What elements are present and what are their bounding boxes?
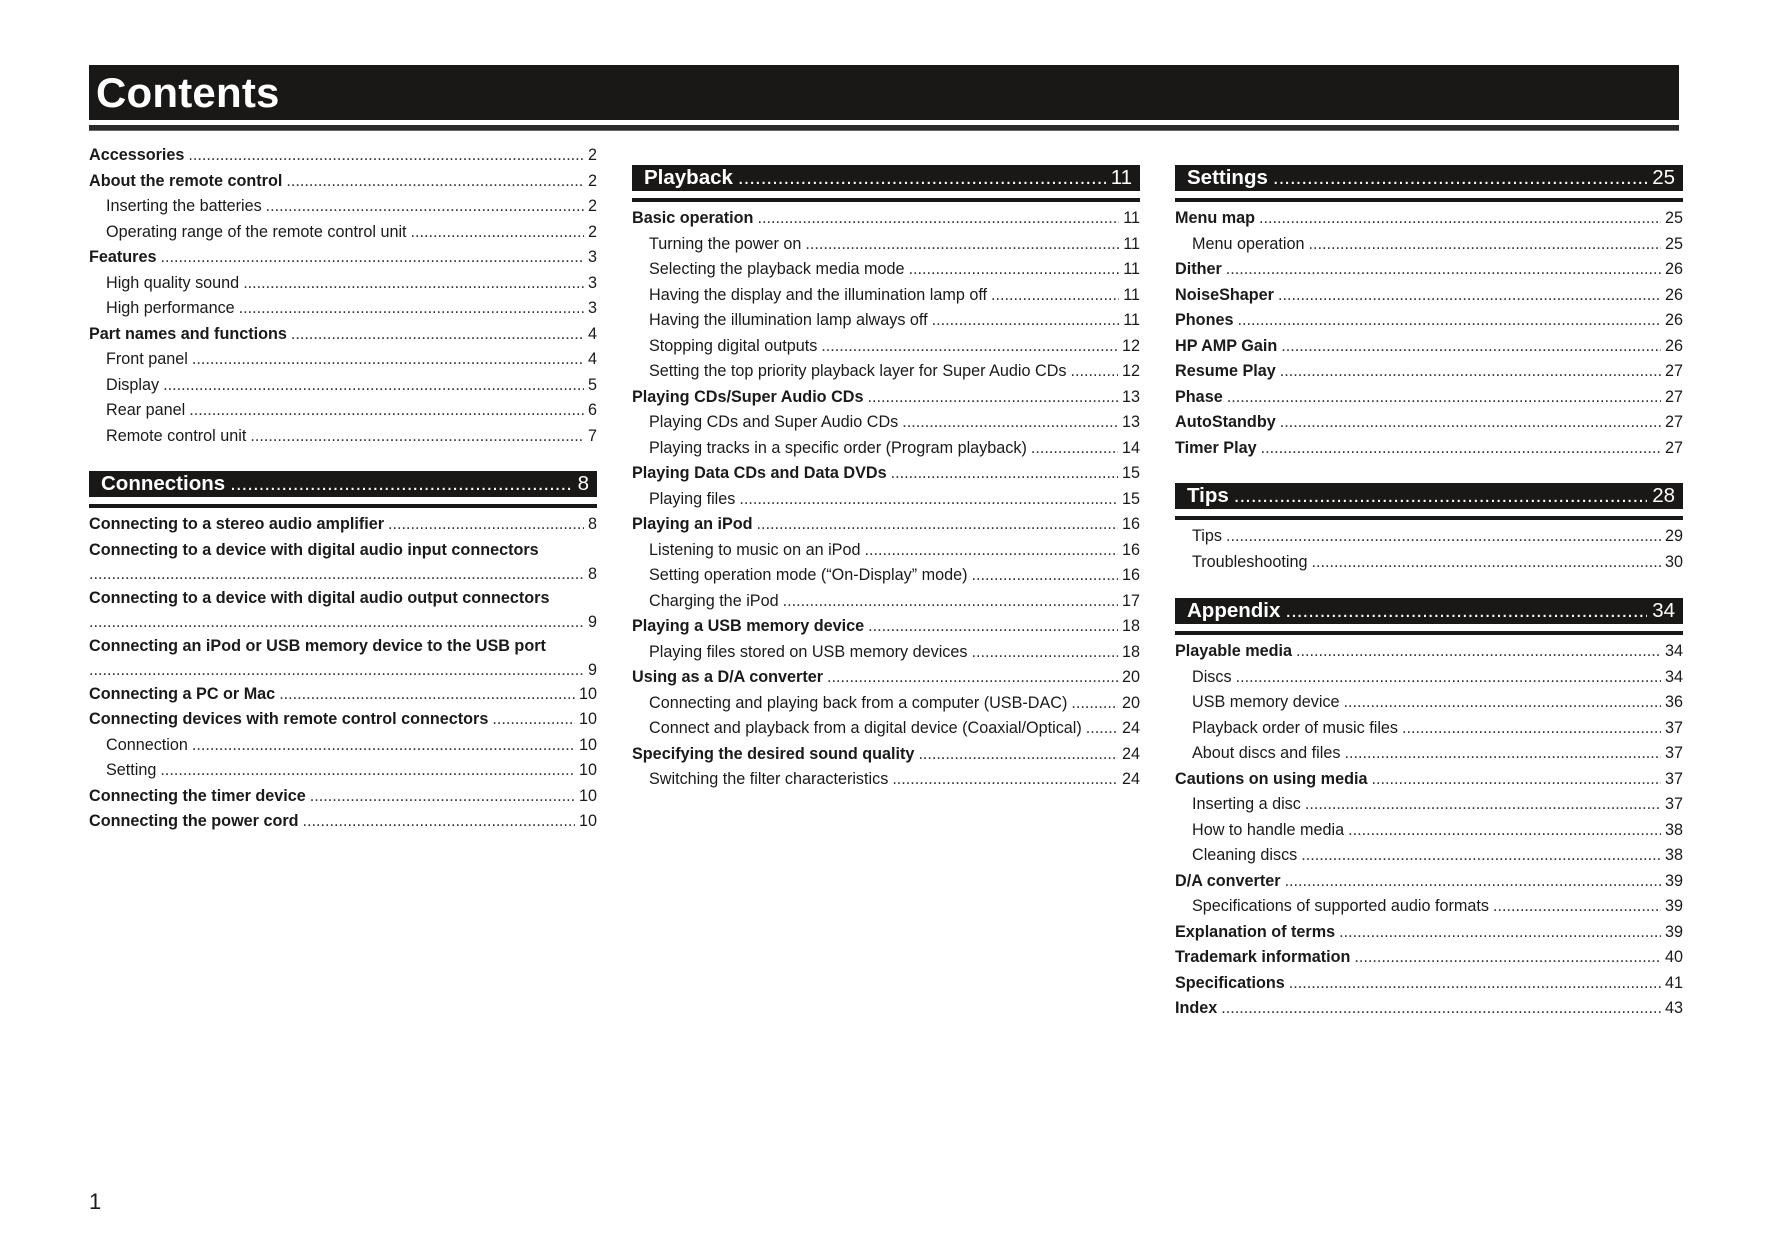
toc-entry-title: Discs [1192, 667, 1232, 686]
toc-entry-page: 30 [1664, 552, 1683, 571]
toc-entry-page: 38 [1664, 846, 1683, 864]
section-title: Connections [101, 472, 226, 495]
toc-entry-page: 11 [1123, 311, 1140, 329]
toc-entry-title: Connecting the power cord [89, 812, 299, 830]
toc-entry-title: Index [1175, 999, 1218, 1017]
toc-entry[interactable] [1175, 550, 1683, 576]
toc-entry-title: Part names and functions [89, 324, 287, 343]
toc-entry-title: HP AMP Gain [1175, 336, 1278, 355]
toc-entry[interactable] [632, 691, 1140, 717]
toc-entry[interactable] [632, 589, 1140, 615]
toc-entry-page: 8 [587, 564, 597, 583]
toc-entry-page: 3 [587, 248, 597, 266]
toc-entry-page: 41 [1664, 973, 1683, 992]
toc-entry-title: Connecting to a device with digital audio output connectors [89, 588, 550, 607]
section-page: 34 [1652, 599, 1675, 622]
toc-entry-title: Specifications of supported audio formats [1192, 897, 1489, 915]
toc-entry[interactable] [632, 512, 1140, 538]
toc-entry-title: Inserting a disc [1192, 795, 1301, 813]
toc-entry-page: 24 [1121, 719, 1140, 737]
toc-entry-title: Connect and playback from a digital device (Coaxial/Optical) [649, 719, 1082, 737]
toc-entry[interactable] [1175, 206, 1683, 232]
toc-entry[interactable] [89, 169, 597, 195]
toc-entry[interactable] [89, 143, 597, 169]
toc-entry[interactable] [89, 733, 597, 759]
toc-entry-page: 4 [587, 324, 597, 343]
toc-column-middle [632, 165, 1140, 793]
toc-entry-page: 9 [587, 612, 597, 631]
toc-entry-page: 37 [1664, 769, 1683, 788]
toc-entry-page: 13 [1121, 413, 1140, 431]
toc-entry-title: Phones [1175, 311, 1234, 329]
toc-entry-title: Troubleshooting [1192, 552, 1308, 571]
toc-entry-title: Playing CDs and Super Audio CDs [649, 413, 899, 431]
toc-entry[interactable] [1175, 524, 1683, 550]
toc-entry[interactable] [632, 742, 1140, 768]
toc-entry-page: 16 [1121, 566, 1140, 584]
section-page: 11 [1110, 166, 1132, 189]
toc-entry[interactable] [1175, 716, 1683, 742]
section-header-appendix[interactable] [1175, 598, 1683, 624]
section-divider [1175, 631, 1683, 635]
toc-entry-page: 15 [1121, 464, 1140, 482]
toc-entry[interactable] [1175, 359, 1683, 385]
toc-entry-page: 10 [578, 786, 597, 805]
toc-entry-title: Connecting and playing back from a computer (USB-DAC) [649, 693, 1068, 712]
toc-entry-page: 5 [587, 375, 597, 394]
toc-entry-title: Accessories [89, 146, 185, 164]
toc-entry[interactable] [1175, 767, 1683, 793]
toc-entry-page: 24 [1121, 770, 1140, 788]
toc-entry-title: Charging the iPod [649, 591, 779, 610]
toc-entry-page: 8 [587, 515, 597, 533]
toc-entry-title: Connecting devices with remote control connectors [89, 710, 489, 728]
toc-entry[interactable] [89, 809, 597, 835]
toc-entry[interactable] [1175, 385, 1683, 411]
toc-entry-page: 7 [587, 426, 597, 445]
toc-entry[interactable] [632, 563, 1140, 589]
toc-entry-title: Playing an iPod [632, 515, 753, 533]
toc-entry-page: 27 [1664, 438, 1683, 457]
toc-entry-page: 25 [1664, 209, 1683, 227]
toc-entry[interactable] [1175, 996, 1683, 1022]
toc-entry-title: Remote control unit [106, 426, 247, 445]
toc-entry-title: Having the display and the illumination lamp off [649, 285, 988, 304]
toc-entry[interactable] [632, 487, 1140, 513]
toc-entry[interactable] [89, 322, 597, 348]
toc-entry[interactable] [89, 424, 597, 450]
toc-entry-page: 15 [1121, 489, 1140, 508]
toc-entry-page: 26 [1664, 260, 1683, 278]
toc-entry-title: Playing a USB memory device [632, 617, 865, 635]
contents-title-bar [89, 65, 1679, 120]
section-divider [89, 504, 597, 508]
toc-entry[interactable] [89, 245, 597, 271]
toc-entry-page: 10 [578, 761, 597, 779]
toc-entry[interactable] [632, 461, 1140, 487]
section-title: Appendix [1187, 599, 1281, 622]
toc-entry[interactable] [632, 410, 1140, 436]
toc-entry-page: 27 [1664, 362, 1683, 380]
toc-entry[interactable] [89, 194, 597, 220]
intro-list [89, 143, 597, 449]
toc-entry-page: 10 [578, 684, 597, 703]
toc-entry-page: 20 [1121, 693, 1140, 712]
toc-entry-title: Specifying the desired sound quality [632, 744, 915, 763]
toc-entry-title: Menu map [1175, 209, 1256, 227]
toc-entry-page: 26 [1664, 311, 1683, 329]
section-divider [632, 198, 1140, 202]
toc-entry-page: 13 [1121, 387, 1140, 406]
toc-entry-title: USB memory device [1192, 693, 1340, 711]
toc-entry[interactable] [89, 707, 597, 733]
toc-entry[interactable] [89, 220, 597, 246]
toc-entry-page: 29 [1664, 527, 1683, 545]
toc-entry-title: Listening to music on an iPod [649, 540, 861, 559]
toc-entry-page: 43 [1664, 999, 1683, 1017]
toc-entry-title: Dither [1175, 260, 1222, 278]
toc-entry-title: Setting operation mode (“On-Display” mode) [649, 566, 968, 584]
section-divider [1175, 516, 1683, 520]
page-number: 1 [89, 1189, 102, 1214]
toc-entry[interactable] [89, 398, 597, 424]
toc-entry-title: Having the illumination lamp always off [649, 311, 928, 329]
toc-entry-page: 26 [1664, 285, 1683, 304]
toc-entry-title: Specifications [1175, 973, 1285, 992]
toc-entry-page: 20 [1121, 668, 1140, 686]
toc-entry-page: 18 [1121, 642, 1140, 661]
toc-entry-title: Basic operation [632, 209, 754, 227]
toc-entry-title: Trademark information [1175, 948, 1351, 966]
toc-entry[interactable] [1175, 334, 1683, 360]
toc-entry[interactable] [1175, 843, 1683, 869]
toc-entry[interactable] [89, 347, 597, 373]
toc-entry[interactable] [1175, 818, 1683, 844]
toc-entry-title: Switching the filter characteristics [649, 770, 889, 788]
toc-entry-page: 34 [1664, 642, 1683, 660]
toc-entry-title: Connecting to a device with digital audio input connectors [89, 540, 539, 559]
section-header-connections[interactable] [89, 471, 597, 497]
toc-entry-page: 10 [578, 710, 597, 728]
section-header-playback[interactable] [632, 165, 1140, 191]
toc-entry[interactable] [1175, 436, 1683, 462]
toc-entry-page: 37 [1664, 718, 1683, 737]
toc-column-left [89, 143, 597, 835]
section-page: 8 [577, 472, 589, 495]
toc-entry-page: 3 [587, 273, 597, 292]
toc-entry-page: 40 [1664, 948, 1683, 966]
toc-entry-title: Playing files stored on USB memory devices [649, 642, 968, 661]
toc-entry-title: Setting the top priority playback layer for Super Audio CDs [649, 362, 1067, 380]
toc-entry-title: Stopping digital outputs [649, 336, 818, 355]
toc-entry[interactable] [1175, 639, 1683, 665]
toc-entry-title: Selecting the playback media mode [649, 260, 905, 278]
toc-entry-title: Features [89, 248, 157, 266]
toc-entry[interactable] [89, 758, 597, 784]
toc-entry[interactable] [89, 271, 597, 297]
toc-entry-title: NoiseShaper [1175, 285, 1274, 304]
toc-entry[interactable] [1175, 283, 1683, 309]
toc-entry[interactable] [89, 784, 597, 810]
toc-entry[interactable] [632, 257, 1140, 283]
toc-entry-title: About discs and files [1192, 744, 1341, 762]
toc-entry[interactable] [632, 334, 1140, 360]
connections-list [89, 512, 597, 835]
toc-entry[interactable] [89, 682, 597, 708]
toc-entry[interactable] [1175, 920, 1683, 946]
toc-entry-page: 39 [1664, 871, 1683, 890]
toc-entry-title: Playing files [649, 489, 736, 508]
toc-entry-page: 37 [1664, 744, 1683, 762]
toc-entry[interactable] [1175, 410, 1683, 436]
toc-entry-title: About the remote control [89, 171, 283, 190]
section-title: Tips [1187, 484, 1229, 507]
toc-entry-title: How to handle media [1192, 820, 1345, 839]
toc-entry-title: Front panel [106, 350, 188, 368]
toc-entry[interactable] [1175, 945, 1683, 971]
toc-entry-title: Tips [1192, 527, 1222, 545]
toc-entry-title: Turning the power on [649, 234, 802, 253]
section-divider [1175, 198, 1683, 202]
section-page: 25 [1652, 166, 1675, 189]
toc-entry[interactable] [89, 634, 597, 682]
toc-entry[interactable] [632, 767, 1140, 793]
toc-entry-page: 11 [1123, 209, 1140, 227]
toc-entry-title: Playing tracks in a specific order (Program playback) [649, 438, 1027, 457]
toc-entry-title: Phase [1175, 387, 1223, 406]
toc-entry-page: 4 [587, 350, 597, 368]
toc-entry-page: 2 [587, 171, 597, 190]
toc-entry-title: Connecting the timer device [89, 786, 306, 805]
toc-entry[interactable] [1175, 665, 1683, 691]
toc-entry-page: 24 [1121, 744, 1140, 763]
toc-entry-title: Playing Data CDs and Data DVDs [632, 464, 887, 482]
toc-entry-page: 37 [1664, 795, 1683, 813]
toc-entry-page: 16 [1121, 515, 1140, 533]
toc-entry-title: Connection [106, 735, 188, 754]
toc-entry-page: 39 [1664, 897, 1683, 915]
toc-entry-title: Cautions on using media [1175, 769, 1368, 788]
toc-entry-title: Cleaning discs [1192, 846, 1298, 864]
toc-entry-title: Setting [106, 761, 157, 779]
page-title: Contents [96, 69, 280, 116]
section-title: Settings [1187, 166, 1268, 189]
toc-entry-title: Connecting an iPod or USB memory device to the USB port [89, 636, 546, 655]
toc-entry-page: 10 [578, 735, 597, 754]
toc-entry[interactable] [1175, 232, 1683, 258]
toc-entry[interactable] [632, 436, 1140, 462]
toc-entry[interactable] [632, 206, 1140, 232]
section-page: 28 [1652, 484, 1675, 507]
tips-list [1175, 524, 1683, 575]
toc-entry-title: Display [106, 375, 160, 394]
toc-entry-page: 2 [587, 146, 597, 164]
toc-entry-title: Connecting a PC or Mac [89, 684, 276, 703]
toc-entry-page: 2 [587, 222, 597, 241]
section-title: Playback [644, 166, 733, 189]
playback-list [632, 206, 1140, 793]
title-divider [89, 125, 1679, 131]
toc-entry[interactable] [632, 614, 1140, 640]
toc-entry[interactable] [89, 512, 597, 538]
toc-entry-title: Using as a D/A converter [632, 668, 824, 686]
toc-entry[interactable] [632, 232, 1140, 258]
toc-entry-page: 25 [1664, 234, 1683, 253]
toc-entry[interactable] [89, 373, 597, 399]
toc-entry[interactable] [1175, 308, 1683, 334]
toc-entry[interactable] [1175, 741, 1683, 767]
toc-entry-page: 18 [1121, 617, 1140, 635]
toc-entry[interactable] [1175, 257, 1683, 283]
toc-entry[interactable] [632, 308, 1140, 334]
toc-entry-title: Rear panel [106, 401, 186, 419]
toc-entry[interactable] [89, 296, 597, 322]
toc-entry-page: 26 [1664, 336, 1683, 355]
toc-entry-title: Operating range of the remote control unit [106, 222, 407, 241]
toc-entry-title: Resume Play [1175, 362, 1276, 380]
toc-entry-title: AutoStandby [1175, 413, 1276, 431]
toc-entry[interactable] [632, 640, 1140, 666]
toc-column-right [1175, 165, 1683, 1022]
toc-entry[interactable] [632, 716, 1140, 742]
toc-entry-page: 27 [1664, 413, 1683, 431]
toc-entry-title: Connecting to a stereo audio amplifier [89, 515, 385, 533]
toc-entry-title: Timer Play [1175, 438, 1257, 457]
toc-entry-page: 17 [1121, 591, 1140, 610]
toc-entry-page: 11 [1123, 234, 1140, 253]
settings-list [1175, 206, 1683, 461]
toc-entry-page: 12 [1121, 336, 1140, 355]
toc-entry[interactable] [632, 283, 1140, 309]
toc-entry[interactable] [89, 538, 597, 586]
toc-entry[interactable] [1175, 894, 1683, 920]
toc-entry-page: 27 [1664, 387, 1683, 406]
toc-entry-page: 6 [587, 401, 597, 419]
toc-entry-title: Playback order of music files [1192, 718, 1399, 737]
toc-entry-title: Menu operation [1192, 234, 1305, 253]
toc-entry-title: High quality sound [106, 273, 240, 292]
toc-entry-title: Inserting the batteries [106, 197, 262, 215]
toc-entry[interactable] [632, 385, 1140, 411]
toc-entry[interactable] [89, 586, 597, 634]
toc-entry-title: Playable media [1175, 642, 1292, 660]
appendix-list [1175, 639, 1683, 1022]
toc-entry-page: 16 [1121, 540, 1140, 559]
toc-entry-page: 9 [587, 660, 597, 679]
toc-entry-page: 39 [1664, 922, 1683, 941]
toc-entry[interactable] [632, 359, 1140, 385]
toc-entry-page: 14 [1121, 438, 1140, 457]
toc-entry[interactable] [1175, 869, 1683, 895]
toc-entry-title: Playing CDs/Super Audio CDs [632, 387, 864, 406]
toc-entry-page: 10 [578, 812, 597, 830]
toc-entry[interactable] [1175, 690, 1683, 716]
toc-entry-page: 3 [587, 299, 597, 317]
toc-entry-page: 34 [1664, 667, 1683, 686]
toc-entry-title: High performance [106, 299, 235, 317]
toc-entry[interactable] [1175, 971, 1683, 997]
toc-entry-page: 36 [1664, 693, 1683, 711]
toc-entry-page: 38 [1664, 820, 1683, 839]
toc-entry-page: 12 [1121, 362, 1140, 380]
section-header-settings[interactable] [1175, 165, 1683, 191]
section-header-tips[interactable] [1175, 483, 1683, 509]
toc-entry-title: Explanation of terms [1175, 922, 1336, 941]
toc-entry[interactable] [632, 538, 1140, 564]
toc-entry-page: 2 [587, 197, 597, 215]
toc-entry-page: 11 [1123, 285, 1140, 304]
toc-entry-page: 11 [1123, 260, 1140, 278]
toc-entry[interactable] [1175, 792, 1683, 818]
toc-entry-title: D/A converter [1175, 871, 1281, 890]
toc-entry[interactable] [632, 665, 1140, 691]
